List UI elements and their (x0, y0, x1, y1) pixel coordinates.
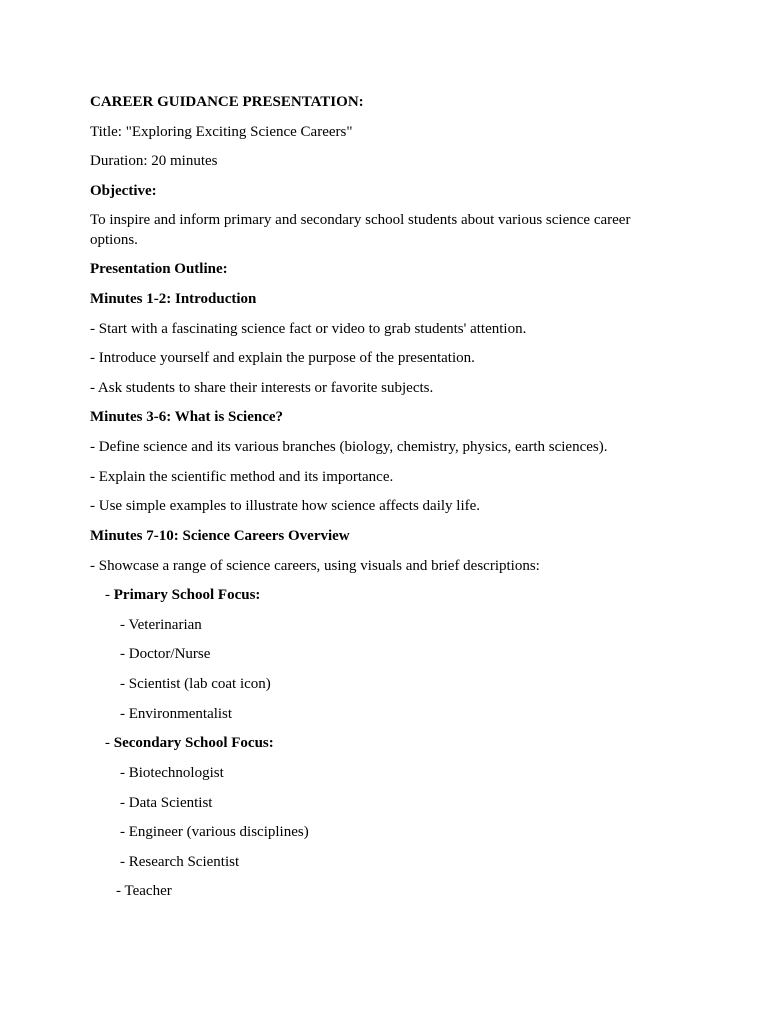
secondary-focus-dash: - (105, 735, 114, 751)
document-heading: CAREER GUIDANCE PRESENTATION: (90, 94, 364, 110)
section-heading: Minutes 3-6: What is Science? (90, 409, 284, 425)
list-item: - Data Scientist (120, 795, 213, 811)
list-item: - Veterinarian (120, 617, 202, 633)
list-item: - Explain the scientific method and its importance. (90, 469, 394, 485)
list-item: - Teacher (116, 883, 172, 899)
objective-text: To inspire and inform primary and secondary school students about various science career options. (90, 212, 631, 248)
list-item: - Ask students to share their interests or favorite subjects. (90, 380, 434, 396)
list-item: - Use simple examples to illustrate how science affects daily life. (90, 498, 481, 514)
list-item: - Introduce yourself and explain the purpose of the presentation. (90, 350, 475, 366)
list-item: - Doctor/Nurse (120, 646, 211, 662)
section-heading: Minutes 1-2: Introduction (90, 291, 257, 307)
title-line: Title: "Exploring Exciting Science Careers" (90, 124, 353, 140)
duration-line: Duration: 20 minutes (90, 153, 218, 169)
section-heading: Minutes 7-10: Science Careers Overview (90, 528, 350, 544)
secondary-focus-label: Secondary School Focus: (113, 735, 274, 751)
list-item: - Define science and its various branches (biology, chemistry, physics, earth sciences). (90, 439, 608, 455)
list-item: - Research Scientist (120, 854, 240, 870)
secondary-focus-heading (105, 733, 274, 753)
objective-heading: Objective: (90, 183, 157, 199)
list-item: - Scientist (lab coat icon) (120, 676, 271, 692)
primary-focus-label: Primary School Focus: (113, 587, 261, 603)
list-item: - Showcase a range of science careers, using visuals and brief descriptions: (90, 558, 540, 574)
list-item: - Environmentalist (120, 706, 233, 722)
list-item: - Start with a fascinating science fact or video to grab students' attention. (90, 321, 527, 337)
list-item: - Biotechnologist (120, 765, 224, 781)
list-item: - Engineer (various disciplines) (120, 824, 309, 840)
outline-heading: Presentation Outline: (90, 261, 228, 277)
primary-focus-heading (105, 585, 260, 605)
primary-focus-dash: - (105, 587, 114, 603)
